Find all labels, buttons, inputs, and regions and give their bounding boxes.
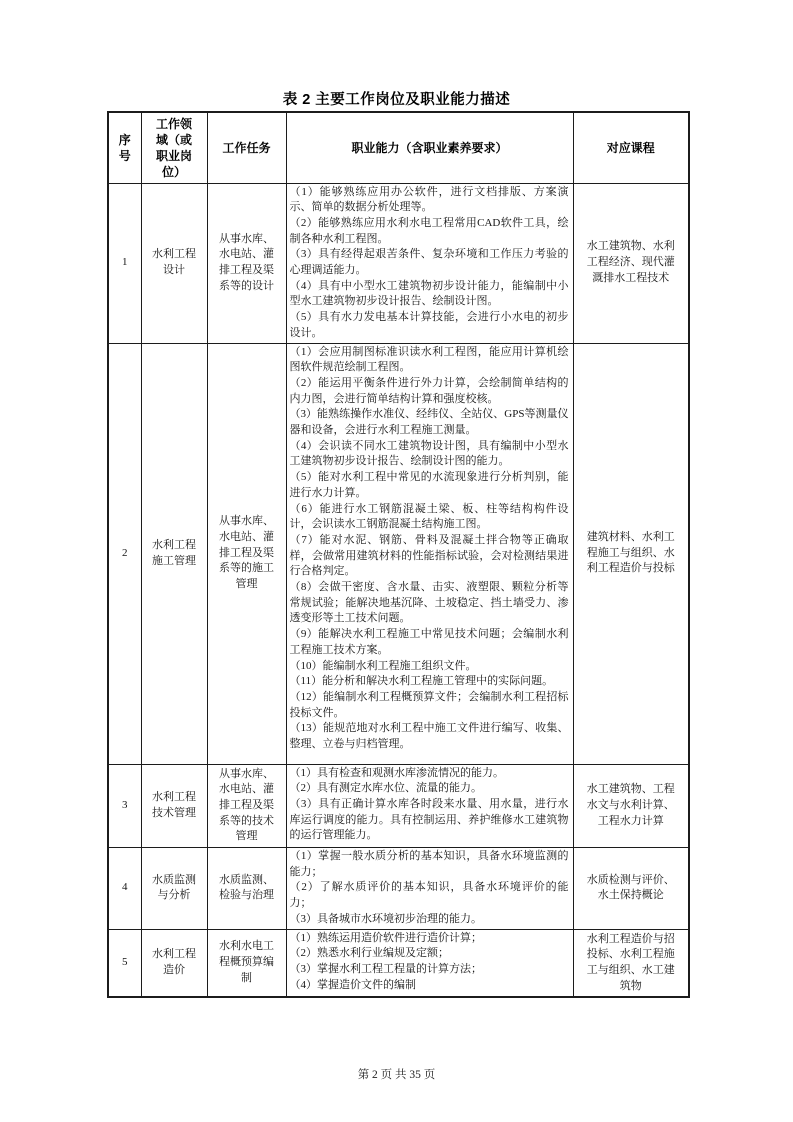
ability-item: （12）能编制水利工程概预算文件；会编制水利工程招标投标文件。 (289, 691, 569, 719)
ability-item: （10）能编制水利工程施工组织文件。 (289, 659, 477, 672)
cell-row-number: 2 (108, 343, 141, 764)
cell-abilities (286, 183, 573, 343)
ability-item: （1）具有检查和观测水库渗流情况的能力。 (289, 766, 504, 779)
cell-row-number: 4 (108, 848, 141, 930)
cell-courses: 水质检测与评价、水土保持概论 (573, 848, 689, 930)
cell-work-field: 水质监测与分析 (141, 848, 207, 930)
header-abilities: 职业能力（含职业素养要求） (286, 112, 573, 183)
ability-item: （1）能够熟练应用办公软件，进行文档排版、方案演示、简单的数据分析处理等。 (289, 185, 569, 214)
ability-item: （3）掌握水利工程工程量的计算方法； (289, 962, 482, 975)
table-title: 表 2 主要工作岗位及职业能力描述 (282, 92, 511, 108)
table-row (108, 848, 689, 930)
cell-courses: 水工建筑物、水利工程经济、现代灌溉排水工程技术 (573, 183, 689, 343)
ability-item: （1）会应用制图标准识读水利工程图，能应用计算机绘图软件规范绘制工程图。 (289, 345, 569, 374)
table-row (108, 343, 689, 764)
cell-work-task: 水利水电工程概预算编制 (207, 929, 286, 997)
ability-item: （1）掌握一般水质分析的基本知识，具备水环境监测的能力； (289, 850, 569, 878)
table-header (108, 112, 689, 183)
ability-item: （1）熟练运用造价软件进行造价计算； (289, 931, 482, 944)
cell-work-task: 水质监测、检验与治理 (207, 848, 286, 930)
cell-abilities (286, 764, 573, 848)
cell-row-number: 1 (108, 183, 141, 343)
header-row (108, 112, 689, 183)
cell-abilities (286, 343, 573, 764)
cell-abilities (286, 929, 573, 997)
header-work-field: 工作领域（或职业岗位） (141, 112, 207, 183)
ability-item: （3）具有经得起艰苦条件、复杂环境和工作压力考验的心理调适能力。 (289, 248, 569, 277)
ability-item: （2）具有测定水库水位、流量的能力。 (289, 782, 482, 795)
ability-item: （6）能进行水工钢筋混凝土梁、板、柱等结构构件设计，会识读水工钢筋混凝土结构施工图。 (289, 502, 569, 531)
position-capability-table (107, 111, 690, 998)
ability-item: （7）能对水泥、钢筋、骨料及混凝土拌合物等正确取样，会做常用建筑材料的性能指标试验，会对检测结果进行合格判定。 (289, 533, 569, 578)
ability-item: （3）能熟练操作水准仪、经纬仪、全站仪、GPS等测量仪器和设备，会进行水利工程施工测量。 (289, 408, 569, 437)
ability-item: （4）会识读不同水工建筑物设计图，具有编制中小型水工建筑物初步设计报告、绘制设计图的能力。 (289, 439, 569, 468)
cell-work-task: 从事水库、水电站、灌排工程及渠系等的施工管理 (207, 343, 286, 764)
ability-item: （9）能解决水利工程施工中常见技术问题；会编制水利工程施工技术方案。 (289, 628, 569, 656)
cell-work-field: 水利工程技术管理 (141, 764, 207, 848)
cell-courses: 建筑材料、水利工程施工与组织、水利工程造价与投标 (573, 343, 689, 764)
ability-item: （2）了解水质评价的基本知识，具备水环境评价的能力； (289, 881, 569, 910)
header-no: 序号 (108, 112, 141, 183)
table-row (108, 764, 689, 848)
cell-work-field: 水利工程造价 (141, 929, 207, 997)
ability-item: （8）会做干密度、含水量、击实、液塑限、颗粒分析等常规试验；能解决地基沉降、土坡稳定、挡土墙受力、渗透变形等土工技术问题。 (289, 581, 569, 625)
cell-work-field: 水利工程设计 (141, 183, 207, 343)
ability-item: （13）能规范地对水利工程中施工文件进行编写、收集、整理、立卷与归档管理。 (289, 722, 569, 751)
ability-item: （11）能分析和解决水利工程施工管理中的实际问题。 (289, 675, 554, 688)
header-work-task: 工作任务 (207, 112, 286, 183)
table-row (108, 929, 689, 997)
table-body (108, 183, 689, 997)
ability-item: （3）具备城市水环境初步治理的能力。 (289, 912, 482, 925)
table-row (108, 183, 689, 343)
ability-item: （3）具有正确计算水库各时段来水量、用水量，进行水库运行调度的能力。具有控制运用、养护维修水工建筑物的运行管理能力。 (289, 797, 569, 842)
cell-row-number: 5 (108, 929, 141, 997)
ability-item: （2）熟悉水利行业编规及定额； (289, 947, 449, 960)
ability-item: （4）掌握造价文件的编制 (289, 978, 416, 991)
cell-abilities (286, 848, 573, 930)
cell-courses: 水工建筑物、工程水文与水利计算、工程水力计算 (573, 764, 689, 848)
cell-work-task: 从事水库、水电站、灌排工程及渠系等的技术管理 (207, 764, 286, 848)
ability-item: （4）具有中小型水工建筑物初步设计能力，能编制中小型水工建筑物初步设计报告、绘制设计图。 (289, 279, 569, 308)
cell-work-task: 从事水库、水电站、灌排工程及渠系等的设计 (207, 183, 286, 343)
cell-courses: 水利工程造价与招投标、水利工程施工与组织、水工建筑物 (573, 929, 689, 997)
ability-item: （2）能运用平衡条件进行外力计算，会绘制简单结构的内力图，会进行简单结构计算和强度校核。 (289, 376, 569, 405)
ability-item: （2）能够熟练应用水利水电工程常用CAD软件工具，绘制各种水利工程图。 (289, 216, 569, 245)
ability-item: （5）能对水利工程中常见的水流现象进行分析判别，能进行水力计算。 (289, 471, 569, 499)
ability-item: （5）具有水力发电基本计算技能，会进行小水电的初步设计。 (289, 311, 569, 339)
cell-row-number: 3 (108, 764, 141, 848)
page-number: 第 2 页 共 35 页 (357, 1069, 436, 1081)
cell-work-field: 水利工程施工管理 (141, 343, 207, 764)
header-courses: 对应课程 (573, 112, 689, 183)
